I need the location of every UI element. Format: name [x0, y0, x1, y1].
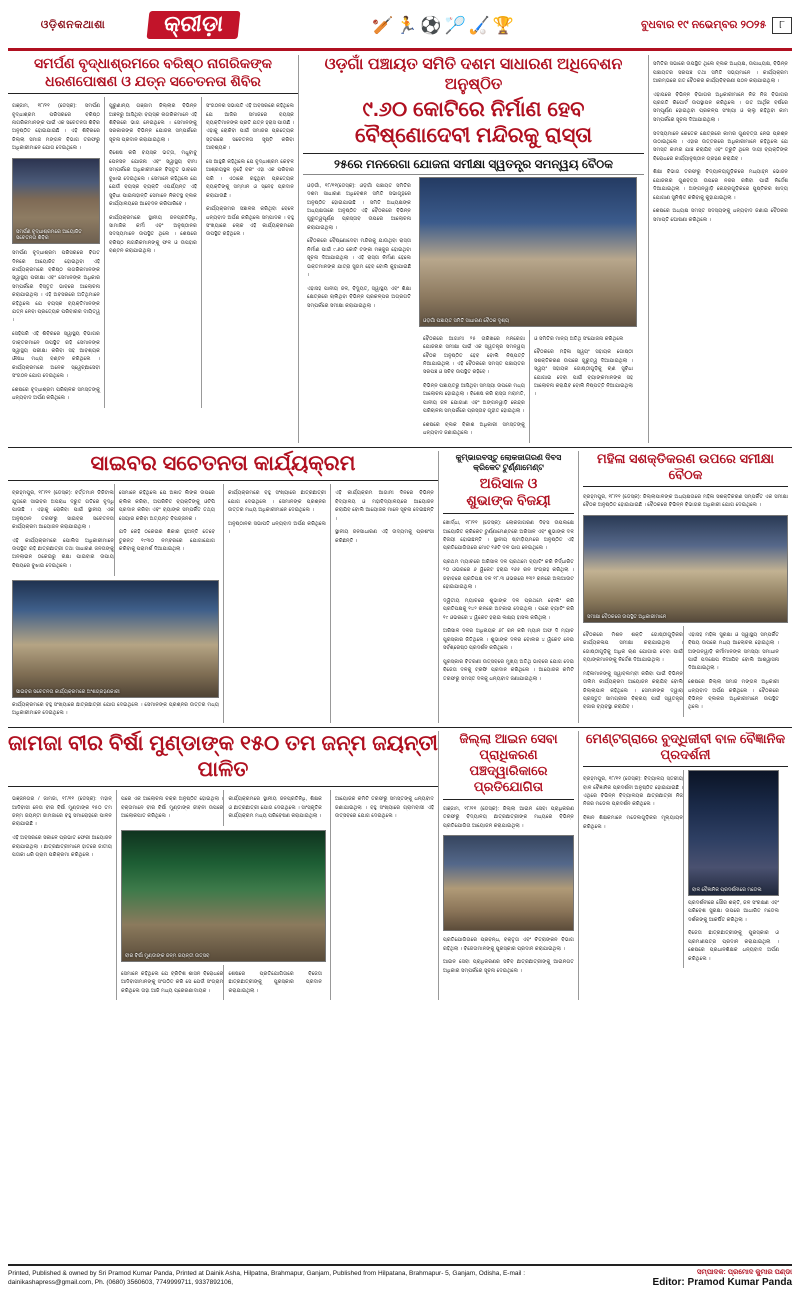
samarpana-col2-para-1: ପୁରୁଣାନ୍ୟ ଗଞ୍ଜାମ ଜିଲ୍ଲାର ବିଭିନ୍ନ ଅଞ୍ଚଳରୁ ଆସିଥିବା ବୟସ୍କ ନାଗରିକମାନେ ଏହି ଶିବିରରେ ଭାଗ ନେଇଥିଲେ । ସେମାନଙ୍କୁ ସରକାରଙ୍କ ବିଭିନ୍ନ ଯୋଜନା ସମ୍ପର୍କରେ ସୂଚନା ପ୍ରଦାନ କରାଯାଇଥିଲା ।: [109, 103, 197, 143]
lead-subhead: ୨୫ରେ ମନରେଗା ଯୋଜନା ସମୀକ୍ଷା ସ୍ୱତନ୍ତ୍ର ସମନ୍ୱୟ ବୈଠକ: [333, 156, 613, 171]
lead-right-block: [415, 177, 641, 443]
cyber-col1-para-1: ବ୍ରହ୍ମପୁର, ୧୮/୧୧ (ଡେସ୍କ): ବର୍ତ୍ତମାନ ଡିଜିଟାଲ ଯୁଗରେ ସାଇବର ଅପରାଧ ଦ୍ରୁତ ଗତିରେ ବୃଦ୍ଧି ପାଉଛି । ଏହାକୁ ରୋକିବା ପାଇଁ ସ୍ଥାନୀୟ ଏକ ଅନୁଷ୍ଠାନ ତରଫରୁ ସାଇବର ସଚେତନତା କାର୍ଯ୍ୟକ୍ରମ ଆୟୋଜନ କରାଯାଇଥିଲା ।: [12, 490, 114, 531]
running-icon: 🏃: [396, 15, 418, 35]
issue-date: ବୁଧବାର ୧୯ ନଭେମ୍ବର ୨୦୨୫: [640, 18, 767, 31]
lead-col1-para-1: ଓଡ଼ଗାଁ, ୧୮/୧୧(ଡେସ୍କ): ଓଡ଼ଗାଁ ପଞ୍ଚାୟତ ସମିତିର ଦଶମ ସାଧାରଣ ଅଧିବେଶନ ସମିତି ସଭାଗୃହରେ ଅନୁଷ୍ଠିତ ହୋଇଯାଇଛି । ସମିତି ଅଧ୍ୟକ୍ଷଙ୍କ ଅଧ୍ୟକ୍ଷତାରେ ଅନୁଷ୍ଠିତ ଏହି ବୈଠକରେ ବିଭିନ୍ନ ଗୁରୁତ୍ୱପୂର୍ଣ୍ଣ ପ୍ରସ୍ତାବ ଉପରେ ଆଲୋଚନା କରାଯାଇଥିଲା ।: [307, 182, 411, 231]
lead-col3-caption: ଓ ସମିତିର ମାନ୍ୟ ଅତିଥି ସଂଯୋଜନା କରିଥିଲେ: [534, 335, 624, 342]
samarpana-col-3: [201, 97, 298, 408]
jamaja-col2-para-1: ପରେ ଏକ ଆଲୋଚନା ଚକ୍ର ଅନୁଷ୍ଠିତ ହୋଇଥିଲା । ବକ୍ତାମାନେ ବୀର ବିର୍ଷା ମୁଣ୍ଡାଙ୍କ ଜୀବନୀ ଉପରେ ଆଲୋକପାତ କରିଥିଲେ ।: [121, 796, 224, 820]
jamaja-photo-caption: ବୀର ବିର୍ଷା ମୁଣ୍ଡାଙ୍କ ଜନ୍ମ ଜୟନ୍ତୀ ଉତ୍ସବ: [125, 952, 210, 959]
science-col2-para-2: ବିଜେତା ଛାତ୍ରଛାତ୍ରୀଙ୍କୁ ପୁରସ୍କାର ଓ ପ୍ରମାଣପତ୍ର ପ୍ରଦାନ କରାଯାଇଥିଲା । ଶେଷରେ ପ୍ରଧାନଶିକ୍ଷକ ଧନ୍ୟବାଦ ଅର୍ପଣ କରିଥିଲେ ।: [688, 930, 779, 962]
samarpana-col2-para-2: ବିଶେଷ କରି ବୟସ୍କ ଭତ୍ତା, ମଧୁବାବୁ ପେନସନ ଯୋଜନା ଏବଂ ସ୍ୱାସ୍ଥ୍ୟ ବୀମା ସମ୍ପର୍କରେ ଅଧିକାରୀମାନେ ବିସ୍ତୃତ ଭାବରେ ବୁଝାଇ ଦେଇଥିଲେ । ସେମାନେ କହିଥିଲେ ଯେ ଯେଉଁ ବୟସ୍କ ବ୍ୟକ୍ତି ଏପର୍ଯ୍ୟନ୍ତ ଏହି ସୁବିଧା ପାଇନାହାନ୍ତି ସେମାନେ ନିକଟସ୍ଥ ବ୍ଲକ କାର୍ଯ୍ୟାଳୟରେ ଆବେଦନ କରିପାରିବେ ।: [109, 150, 197, 208]
samarpana-para-2: ସେହିପରି ଏହି ଶିବିରରେ ସ୍ୱାସ୍ଥ୍ୟ ବିଭାଗର ଡାକ୍ତରମାନେ ଉପସ୍ଥିତ ରହି ସେମାନଙ୍କ ସ୍ୱାସ୍ଥ୍ୟ ପରୀକ୍ଷା କରିବା ସହ ଆବଶ୍ୟକ ଔଷଧ ମଧ୍ୟ ବଣ୍ଟନ କରିଥିଲେ । କାର୍ଯ୍ୟକ୍ରମରେ ଅନେକ ସ୍ୱେଚ୍ଛାସେବୀ ସଂଗଠନ ଯୋଗ ଦେଇଥିଲେ ।: [12, 331, 100, 380]
samarpana-headline-line1: ସମର୍ପଣ ବୃଦ୍ଧାଶ୍ରମରେ ବରିଷ୍ଠ ନାଗରିକଙ୍କ: [33, 55, 273, 71]
cyber-left-block: [8, 484, 223, 722]
top-right-column: [648, 55, 792, 443]
jamaja-col1-para-2: ଏହି ଅବସରରେ ସକାଳେ ପ୍ରଭାତ ଫେରୀ ଆୟୋଜନ କରାଯାଇଥିଲା । ଛାତ୍ରଛାତ୍ରୀମାନେ ହାତରେ ଜାତୀୟ ପତାକା ଧରି ଗ୍ରାମ ପରିକ୍ରମା କରିଥିଲେ ।: [12, 835, 112, 858]
masthead-center: [138, 11, 641, 39]
badminton-icon: 🏸: [444, 15, 466, 35]
bottom-section: [8, 731, 792, 1001]
jamaja-col-1: [8, 790, 116, 1000]
cyber-col3-para-2: ଅନୁଷ୍ଠାନର ସଭାପତି ଧନ୍ୟବାଦ ଅର୍ପଣ କରିଥିଲେ ।: [228, 520, 326, 536]
science-col1-para-1: ବ୍ରହ୍ମପୁର, ୧୮/୧୧ (ଡେସ୍କ): ବିଦ୍ୟାଳୟ ସ୍ତରୀୟ ବାଳ ବୈଜ୍ଞାନିକ ପ୍ରଦର୍ଶନୀ ଅନୁଷ୍ଠିତ ହୋଇଯାଇଛି । ଏଥିରେ ବିଭିନ୍ନ ବିଦ୍ୟାଳୟର ଛାତ୍ରଛାତ୍ରୀ ନିଜ ନିଜର ମଡେଲ ପ୍ରଦର୍ଶନ କରିଥିଲେ ।: [583, 776, 683, 808]
page-number: ୮: [772, 17, 792, 34]
lead-col2-para-3: ଶେଷରେ ବ୍ଲକ ବିକାଶ ଅଧିକାରୀ ସମସ୍ତଙ୍କୁ ଧନ୍ୟବାଦ ଜଣାଇଥିଲେ ।: [423, 421, 525, 437]
science-col-1: [583, 770, 683, 968]
top-section: [8, 55, 792, 443]
science-col-2: [683, 770, 783, 968]
cyber-col2-para-1: ସେମାନେ କହିଥିଲେ ଯେ ଅଜ୍ଞାତ ଲିଙ୍କ ଉପରେ କ୍ଲିକ କରିବା, ଅପରିଚିତ ବ୍ୟକ୍ତିଙ୍କୁ ଓଟିପି ପ୍ରଦାନ କରିବା ଏବଂ ବ୍ୟାଙ୍କ ସମ୍ପର୍କିତ ତଥ୍ୟ ସେୟାର କରିବା ଅତ୍ୟନ୍ତ ବିପଜ୍ଜନକ ।: [118, 490, 215, 522]
fisheries-photo: [443, 835, 574, 931]
cricket-icon: 🏏: [372, 15, 394, 35]
lead-photo-caption: ଓଡ଼ଗାଁ ପଞ୍ଚାୟତ ସମିତି ସାଧାରଣ ବୈଠକ ଦୃଶ୍ୟ: [423, 317, 509, 324]
lead-col2-para-2: ବିଭିନ୍ନ ପଞ୍ଚାୟତରୁ ଆସିଥିବା ସମସ୍ୟା ଉପରେ ମଧ୍ୟ ଆଲୋଚନା ହୋଇଥିଲା । ବିଶେଷ କରି ରାସ୍ତା ମରାମତି, ପାନୀୟ ଜଳ ଯୋଗାଣ ଏବଂ ଅଙ୍ଗନୱାଡ଼ି କେନ୍ଦ୍ର ପରିଚାଳନା ସମ୍ପର୍କରେ ପ୍ରସ୍ତାବ ଗୃହୀତ ହୋଇଥିଲା ।: [423, 382, 525, 415]
masthead-left-text: ଓଡ଼ିଶନକଥାଶା: [40, 18, 106, 31]
right-col-para-5: ଶେଷରେ ଅଧ୍ୟକ୍ଷ ସମସ୍ତ ସଦସ୍ୟଙ୍କୁ ଧନ୍ୟବାଦ ଜଣାଇ ବୈଠକର ସମାପ୍ତି ଘୋଷଣା କରିଥିଲେ ।: [653, 208, 788, 223]
cricket-headline-line1: ଅରିସାଳ ଓ: [479, 474, 538, 491]
jamaja-col2-para-2: ସେମାନେ କହିଥିଲେ ଯେ ବ୍ରିଟିଶ ଶାସନ ବିରୋଧରେ ଆଦିବାସୀମାନଙ୍କୁ ସଂଗଠିତ କରି ସେ ଯେଉଁ ସଂଗ୍ରାମ କରିଥିଲେ ତାହା ଆଜି ମଧ୍ୟ ପ୍ରେରଣାଦାୟକ ।: [121, 970, 224, 994]
science-headline: ମେଣ୍ଟଗ୍ରାରେ ବୁଦ୍ଧିଜୀବୀ ବାଳ ବୈଜ୍ଞାନିକ ପ୍ରଦର୍ଶନୀ: [585, 730, 786, 762]
samarpana-para-1: ସମର୍ପଣ ବୃଦ୍ଧାଶ୍ରମ ପରିସରରେ ବିଗତ ଦିନରେ ଆୟୋଜିତ ହୋଇଥିବା ଏହି କାର୍ଯ୍ୟକ୍ରମରେ ବରିଷ୍ଠ ନାଗରିକମାନଙ୍କ ସ୍ୱାସ୍ଥ୍ୟ ପରୀକ୍ଷା ଏବଂ ସେମାନଙ୍କ ଅଧିକାର ସମ୍ପର୍କରେ ବିସ୍ତୃତ ଭାବରେ ଆଲୋଚନା କରାଯାଇଥିଲା । ଏହି ଅବସରରେ ଅତିଥିମାନେ କହିଥିଲେ ଯେ ବୟସ୍କ ବ୍ୟକ୍ତିମାନଙ୍କ ଯତ୍ନ ନେବା ପ୍ରତ୍ୟେକ ପରିବାରର ଦାୟିତ୍ୱ ।: [12, 250, 100, 324]
jamaja-photo: [121, 830, 326, 962]
jamaja-col1-para-1: ଭଞ୍ଜନଗର / ଜାମଜା, ୧୮/୧୧ (ଡେସ୍କ): ମହାନ୍ ଆଦିବାସୀ ନେତା ବୀର ବିର୍ଷା ମୁଣ୍ଡାଙ୍କ ୧୫୦ ତମ ଜନ୍ମ ଜୟନ୍ତୀ ଜାମଜାରେ ବହୁ ସମାରୋହରେ ପାଳନ କରାଯାଇଛି ।: [12, 796, 112, 828]
masthead-right: [641, 17, 792, 34]
science-photo: [688, 770, 779, 896]
fisheries-headline-line2: ପଞ୍ଚଦ୍ୱାରିକାରେ ପ୍ରତିଯୋଗିତା: [469, 763, 548, 795]
right-col-para-2: ଏହାପରେ ବିଭିନ୍ନ ବିଭାଗର ଅଧିକାରୀମାନେ ନିଜ ନିଜ ବିଭାଗର ପ୍ରଗତି ରିପୋର୍ଟ ଉପସ୍ଥାପନ କରିଥିଲେ । ଗତ ଆର୍ଥିକ ବର୍ଷରେ ସମ୍ପୂର୍ଣ୍ଣ ହୋଇଥିବା ପ୍ରକଳ୍ପ ସଂଖ୍ୟା ଓ ଚାଲୁ ରହିଥିବା କାମ ସମ୍ପର୍କରେ ସୂଚନା ଦିଆଯାଇଥିଲା ।: [653, 91, 788, 123]
lead-col-1: [303, 177, 415, 443]
publication-logo: କ୍ରୀଡ଼ା: [147, 11, 241, 39]
story-legal-services: [438, 731, 578, 1001]
samarpana-col3-para-2: ସେ ଆହୁରି କହିଥିଲେ ଯେ ବୃଦ୍ଧାଶ୍ରମ କେବଳ ଆଶ୍ରୟସ୍ଥଳ ନୁହେଁ ବରଂ ଏହା ଏକ ପରିବାର ପରି । ଏଠାରେ ରହୁଥିବା ପ୍ରତ୍ୟେକ ବ୍ୟକ୍ତିଙ୍କୁ ସମ୍ମାନ ଓ ସ୍ନେହ ପ୍ରଦାନ କରାଯାଉଛି ।: [206, 158, 294, 199]
cyber-col-1: [12, 484, 114, 575]
right-col-para-4: ଶିକ୍ଷା ବିଭାଗ ତରଫରୁ ବିଦ୍ୟାଳୟଗୁଡ଼ିକରେ ମଧ୍ୟାହ୍ନ ଭୋଜନ ଯୋଜନାର ଗୁଣବତ୍ତା ଉପରେ ନଜର ରଖିବା ପାଇଁ ନିର୍ଦ୍ଦେଶ ଦିଆଯାଇଥିଲା । ଅଙ୍ଗନୱାଡ଼ି କେନ୍ଦ୍ରଗୁଡ଼ିକରେ ପୁଷ୍ଟିକର ଖାଦ୍ୟ ଯୋଗାଣ ସୁନିଶ୍ଚିତ କରିବାକୁ କୁହାଯାଇଥିଲା ।: [653, 169, 788, 201]
samarpana-col3-para-3: କାର୍ଯ୍ୟକ୍ରମର ସଞ୍ଚାଳନା କରିଥିବା ବେଳେ ଧନ୍ୟବାଦ ଅର୍ପଣ କରିଥିଲେ ସମ୍ପାଦକ । ବହୁ ସଂଖ୍ୟାରେ ଲୋକ ଏହି କାର୍ଯ୍ୟକ୍ରମରେ ଉପସ୍ଥିତ ରହିଥିଲେ ।: [206, 206, 294, 238]
story-cyber: [8, 451, 438, 723]
jamaja-center-block: [116, 790, 330, 1000]
story-jamaja: [8, 731, 438, 1001]
jamaja-col3-para-1: କାର୍ଯ୍ୟକ୍ରମରେ ସ୍ଥାନୀୟ ଜନପ୍ରତିନିଧି, ଶିକ୍ଷକ ଓ ଛାତ୍ରଛାତ୍ରୀ ଯୋଗ ଦେଇଥିଲେ । ସାଂସ୍କୃତିକ କାର୍ଯ୍ୟକ୍ରମ ମଧ୍ୟ ପରିବେଷଣ କରାଯାଇଥିଲା ।: [228, 796, 322, 820]
hockey-icon: 🏑: [468, 15, 490, 35]
story-samarpana: [8, 55, 298, 443]
samarpana-col-2: [104, 97, 201, 408]
lead-col1-para-3: ଏହାସହ ପାନୀୟ ଜଳ, ବିଦ୍ୟୁତ୍, ସ୍ୱାସ୍ଥ୍ୟ ଏବଂ ଶିକ୍ଷା କ୍ଷେତ୍ରରେ ଚାଲିଥିବା ବିଭିନ୍ନ ପ୍ରକଳ୍ପର ଅଗ୍ରଗତି ସମ୍ପର୍କରେ ସମୀକ୍ଷା କରାଯାଇଥିଲା ।: [307, 285, 411, 309]
football-icon: ⚽: [420, 15, 442, 35]
cricket-kicker: କୁମ୍ଭାରବସ୍ତୁ ଲୋକଜାଗରଣ ଦିବସ କ୍ରିକେଟ ଟୁର୍ଣ୍ଣାମେଣ୍ଟ: [455, 452, 562, 472]
imprint-text: Printed, Published & owned by Sri Pramod Kumar Panda, Printed at Dainik Asha, Hilpatna, Brahmapur, Ganjam, Published from Hilpatana, Brahmapur- 5, Ganjam, Odisha, E-mail : dainikashapress@gmail.com, Ph. (0680) 3560603, 7749999711, 9337892106,: [8, 1269, 526, 1287]
fisheries-para-3: ଆଇନ ସେବା ପ୍ରାଧିକରଣର ସଚିବ ଛାତ୍ରଛାତ୍ରୀଙ୍କୁ ଆଇନଗତ ଅଧିକାର ସମ୍ପର୍କରେ ସୂଚନା ଦେଇଥିଲେ ।: [443, 959, 574, 974]
lead-headline: ୯.୬୦ କୋଟିରେ ନିର୍ମାଣ ହେବ ବୈଷ୍ଣୋଦେବୀ ମନ୍ଦିରକୁ ରାସ୍ତା: [354, 98, 593, 148]
women-headline: ମହିଳା ସଶକ୍ତିକରଣ ଉପରେ ସମୀକ୍ଷା ବୈଠକ: [597, 450, 774, 483]
cyber-photo: [12, 580, 219, 698]
story-women: [578, 451, 792, 723]
cyber-col1-after-photo: କାର୍ଯ୍ୟକ୍ରମରେ ବହୁ ସଂଖ୍ୟାରେ ଛାତ୍ରଛାତ୍ରୀ ଯୋଗ ଦେଇଥିଲେ । ସେମାନଙ୍କ ପ୍ରଶ୍ନର ଉତ୍ତର ମଧ୍ୟ ଅଧିକାରୀମାନେ ଦେଇଥିଲେ ।: [12, 701, 219, 716]
samarpana-lead: ଗଞ୍ଜାମ, ୧୮/୧୧ (ଡେସ୍କ): ସମର୍ପଣ ବୃଦ୍ଧାଶ୍ରମ ପରିସରରେ ବରିଷ୍ଠ ନାଗରିକମାନଙ୍କ ପାଇଁ ଏକ ସଚେତନତା ଶିବିର ଅନୁଷ୍ଠିତ ହୋଇଯାଇଛି । ଏହି ଶିବିରରେ ଜିଲ୍ଲା ସମାଜ ମଙ୍ଗଳ ବିଭାଗ ତରଫରୁ ଅଧିକାରୀମାନେ ଯୋଗ ଦେଇଥିଲେ ।: [12, 103, 100, 152]
samarpana-col-1: [8, 97, 104, 408]
footer: [8, 1264, 792, 1289]
jamaja-col3-para-2: ଶେଷରେ ପ୍ରତିଯୋଗିତାରେ ବିଜେତା ଛାତ୍ରଛାତ୍ରୀଙ୍କୁ ପୁରସ୍କାର ପ୍ରଦାନ କରାଯାଇଥିଲା ।: [228, 970, 322, 994]
fisheries-para-2: ପ୍ରତିଯୋଗିତାରେ ପ୍ରବନ୍ଧ, ବକ୍ତୃତା ଏବଂ ଚିତ୍ରାଙ୍କନ ବିଭାଗ ରହିଥିଲା । ବିଜେତାମାନଙ୍କୁ ପୁରସ୍କାର ପ୍ରଦାନ କରାଯାଇଥିଲା ।: [443, 937, 574, 952]
jamaja-col4-para-1: ଆୟୋଜକ କମିଟି ତରଫରୁ ସମସ୍ତଙ୍କୁ ଧନ୍ୟବାଦ ଜଣାଯାଇଥିଲା । ବହୁ ସଂଖ୍ୟାରେ ଗ୍ରାମବାସୀ ଏହି ଉତ୍ସବରେ ଯୋଗ ଦେଇଥିଲେ ।: [335, 796, 434, 820]
samarpana-photo-caption: ସମର୍ପଣ ବୃଦ୍ଧାଶ୍ରମରେ ଆୟୋଜିତ ସଚେତନତା ଶିବିର: [16, 228, 82, 241]
editor-block: [653, 1269, 792, 1288]
lead-col3-para-1: ବୈଠକରେ ମହିଳା ସ୍ୱୟଂ ସହାୟକ ଗୋଷ୍ଠୀ ସଶକ୍ତିକରଣ ଉପରେ ଗୁରୁତ୍ୱ ଦିଆଯାଇଥିଲା । ସ୍ୱୟଂ ସହାୟକ ଗୋଷ୍ଠୀଗୁଡ଼ିକୁ ଋଣ ସୁବିଧା ଯୋଗାଇ ଦେବା ପାଇଁ ବ୍ୟାଙ୍କମାନଙ୍କ ସହ ଆଲୋଚନା କରାଯିବ ବୋଲି ନିଷ୍ପତ୍ତି ନିଆଯାଇଥିଲା ।: [534, 349, 633, 398]
editor-label-odia: ସମ୍ପାଦକ: ପ୍ରମୋଦ କୁମାର ପଣ୍ଡା: [696, 1268, 792, 1276]
sport-icon-strip: [245, 17, 641, 34]
cricket-para-5: ପୁରସ୍କାର ବିତରଣୀ ଉତ୍ସବରେ ମୁଖ୍ୟ ଅତିଥି ଭାବରେ ଯୋଗ ଦେଇ ବିଜେତା ଦଳକୁ ଟ୍ରଫି ପ୍ରଦାନ କରିଥିଲେ । ଆୟୋଜକ କମିଟି ତରଫରୁ ସମସ୍ତ ଦଳକୁ ଧନ୍ୟବାଦ ଜଣାଯାଇଥିଲା ।: [443, 658, 574, 682]
right-col-para-1: ସମିତିର ସଭାରେ ଉପସ୍ଥିତ ଥିଲେ ବ୍ଲକ ଅଧ୍ୟକ୍ଷ, ଉପାଧ୍ୟକ୍ଷ, ବିଭିନ୍ନ ପଞ୍ଚାୟତର ସରପଞ୍ଚ ତଥା ସମିତି ସଭ୍ୟମାନେ । କାର୍ଯ୍ୟକ୍ରମ ଆରମ୍ଭରେ ଗତ ବୈଠକର କାର୍ଯ୍ୟବିବରଣୀ ପଠନ କରାଯାଇଥିଲା ।: [653, 61, 788, 85]
story-cricket: [438, 451, 578, 723]
women-para-4: ଶେଷରେ ଜିଲ୍ଲା ସମାଜ ମଙ୍ଗଳ ଅଧିକାରୀ ଧନ୍ୟବାଦ ଅର୍ପଣ କରିଥିଲେ । ବୈଠକରେ ବିଭିନ୍ନ ବ୍ଲକର ଅଧିକାରୀମାନେ ଉପସ୍ଥିତ ଥିଲେ ।: [688, 679, 779, 711]
women-para-1: ବୈଠକରେ ମିଶନ ଶକ୍ତି ଗୋଷ୍ଠୀଗୁଡ଼ିକର କାର୍ଯ୍ୟକଳାପ ସମୀକ୍ଷା କରାଯାଇଥିଲା । ଗୋଷ୍ଠୀଗୁଡ଼ିକୁ ଅଧିକ ଋଣ ଯୋଗାଇ ଦେବା ପାଇଁ ବ୍ୟାଙ୍କମାନଙ୍କୁ ନିର୍ଦ୍ଦେଶ ଦିଆଯାଇଥିଲା ।: [583, 631, 683, 664]
cyber-headline: ସାଇବର ସଚେତନତା କାର୍ଯ୍ୟକ୍ରମ: [90, 451, 356, 475]
cyber-col1-para-2: ଏହି କାର୍ଯ୍ୟକ୍ରମରେ ପୋଲିସ ଅଧିକାରୀମାନେ ଉପସ୍ଥିତ ରହି ଛାତ୍ରଛାତ୍ରୀ ତଥା ସାଧାରଣ ଜନତାଙ୍କୁ ଅନଲାଇନ ଠକେଇରୁ ରକ୍ଷା ପାଇବାର ଉପାୟ ବିଷୟରେ ବୁଝାଇ ଦେଇଥିଲେ ।: [12, 537, 114, 569]
jamaja-col-3b: [223, 965, 326, 1001]
cyber-col4-para-2: ସ୍ଥାନୀୟ ଜନସାଧାରଣ ଏହି ଉଦ୍ୟମକୁ ପ୍ରଶଂସା କରିଛନ୍ତି ।: [335, 529, 434, 544]
jamaja-headline: ଜାମଜା ବୀର ବିର୍ଷା ମୁଣ୍ଡାଙ୍କ ୧୫୦ ତମ ଜନ୍ମ ଜୟନ୍ତୀ ପାଳିତ: [8, 731, 438, 781]
jamaja-col-2: [121, 790, 223, 826]
lead-col1-para-2: ବୈଠକରେ ବୈଷ୍ଣୋଦେବୀ ମନ୍ଦିରକୁ ଯାଉଥିବା ରାସ୍ତା ନିର୍ମାଣ ପାଇଁ ୯.୬୦ କୋଟି ଟଙ୍କା ମଞ୍ଜୁର ହୋଇଥିବା ସୂଚନା ଦିଆଯାଇଥିଲା । ଏହି ରାସ୍ତା ନିର୍ମାଣ ହେଲେ ଭକ୍ତମାନଙ୍କ ଯାତ୍ରା ସୁଗମ ହେବ ବୋଲି କୁହାଯାଇଛି ।: [307, 238, 411, 279]
women-lead: ବ୍ରହ୍ମପୁର, ୧୮/୧୧ (ଡେସ୍କ): ଜିଲ୍ଲାପାଳଙ୍କ ଅଧ୍ୟକ୍ଷତାରେ ମହିଳା ସଶକ୍ତିକରଣ ସମ୍ପର୍କିତ ଏକ ସମୀକ୍ଷା ବୈଠକ ଅନୁଷ୍ଠିତ ହୋଇଯାଇଛି । ବୈଠକରେ ବିଭିନ୍ନ ବିଭାଗର ଅଧିକାରୀ ଯୋଗ ଦେଇଥିଲେ ।: [583, 493, 788, 508]
cyber-col-2: [114, 484, 219, 575]
science-col2-para-1: ପ୍ରଦର୍ଶନୀରେ ସୌର ଶକ୍ତି, ଜଳ ସଂରକ୍ଷଣ ଏବଂ ପରିବେଶ ସୁରକ୍ଷା ଉପରେ ଆଧାରିତ ମଡେଲ ଦର୍ଶକଙ୍କୁ ଆକର୍ଷିତ କରିଥିଲା ।: [688, 900, 779, 923]
lead-col-2: [419, 330, 529, 443]
science-col1-para-2: ବିଜ୍ଞାନ ଶିକ୍ଷକମାନେ ମଡେଲଗୁଡ଼ିକର ମୂଲ୍ୟାୟନ କରିଥିଲେ ।: [583, 815, 683, 830]
women-photo-caption: ସମୀକ୍ଷା ବୈଠକରେ ଉପସ୍ଥିତ ଅଧିକାରୀମାନେ: [587, 613, 667, 620]
cyber-col3-para-1: କାର୍ଯ୍ୟକ୍ରମରେ ବହୁ ସଂଖ୍ୟାରେ ଛାତ୍ରଛାତ୍ରୀ ଯୋଗ ଦେଇଥିଲେ । ସେମାନଙ୍କ ପ୍ରଶ୍ନର ଉତ୍ତର ମଧ୍ୟ ଅଧିକାରୀମାନେ ଦେଇଥିଲେ ।: [228, 490, 326, 514]
cyber-photo-caption: ସାଇବର ସଚେତନତା କାର୍ଯ୍ୟକ୍ରମରେ ଅଂଶଗ୍ରହଣକାରୀ: [16, 688, 120, 695]
lead-photo: [419, 177, 637, 327]
lead-story: [298, 55, 648, 443]
cricket-para-2: ପ୍ରଥମ ମ୍ୟାଚରେ ଅରିସାଳ ଦଳ ପ୍ରଥମେ ବ୍ୟାଟିଂ କରି ନିର୍ଦ୍ଧାରିତ ୨୦ ଓଭରରେ ୬ ୱିକେଟ ହରାଇ ୧୬୫ ରନ ସଂଗ୍ରହ କରିଥିଲା । ଜବାବରେ ପ୍ରତିପକ୍ଷ ଦଳ ୧୮.୩ ଓଭରରେ ୧୩୨ ରନରେ ଅଲଆଉଟ ହୋଇଯାଇଥିଲା ।: [443, 558, 574, 591]
women-para-2: ମହିଳାମାନଙ୍କୁ ସ୍ୱାବଲମ୍ବୀ କରିବା ପାଇଁ ବିଭିନ୍ନ ତାଲିମ କାର୍ଯ୍ୟକ୍ରମ ଆୟୋଜନ କରାଯିବ ବୋଲି ଜିଲ୍ଲାପାଳ କହିଥିଲେ । ସେମାନଙ୍କ ଦ୍ୱାରା ପ୍ରସ୍ତୁତ ସାମଗ୍ରୀର ବିକ୍ରୟ ପାଇଁ ସ୍ୱତନ୍ତ୍ର ବଜାର ବ୍ୟବସ୍ଥା କରାଯିବ ।: [583, 670, 683, 711]
editor-label-english: Editor: Pramod Kumar Panda: [652, 1276, 792, 1288]
samarpana-col2-para-3: କାର୍ଯ୍ୟକ୍ରମରେ ସ୍ଥାନୀୟ ଜନପ୍ରତିନିଧି, ସାମାଜିକ କର୍ମୀ ଏବଂ ଅନୁଷ୍ଠାନର ସଦସ୍ୟମାନେ ଉପସ୍ଥିତ ଥିଲେ । ଶେଷରେ ବରିଷ୍ଠ ନାଗରିକମାନଙ୍କୁ ଫଳ ଓ ଉପହାର ବଣ୍ଟନ କରାଯାଇଥିଲା ।: [109, 214, 197, 255]
cyber-col2-para-2: ଯଦି କେହି ଠକେଇର ଶିକାର ହୁଅନ୍ତି ତେବେ ତୁରନ୍ତ ୧୯୩୦ ନମ୍ବରରେ ଯୋଗାଯୋଗ କରିବାକୁ ପରାମର୍ଶ ଦିଆଯାଇଥିଲା ।: [118, 529, 215, 553]
fisheries-headline-line1: ଜିଲ୍ଲା ଆଇନ ସେବା ପ୍ରାଧିକରଣ: [459, 730, 558, 762]
story-science: [578, 731, 792, 1001]
samarpana-photo: [12, 158, 100, 244]
cricket-para-3: ଦ୍ୱିତୀୟ ମ୍ୟାଚରେ ଶୁଭାଙ୍କ ଦଳ ପ୍ରଥମେ ବୋଲିଂ କରି ପ୍ରତିପକ୍ଷକୁ ୧୪୨ ରନରେ ଅଟକାଇ ଦେଇଥିଲା । ପରେ ବ୍ୟାଟିଂ କରି ୧୯ ଓଭରରେ ୪ ୱିକେଟ ହରାଇ ଲକ୍ଷ୍ୟ ହାସଲ କରିଥିଲା ।: [443, 597, 574, 621]
cricket-para-4: ଅରିସାଳ ଦଳର ଅଧିନାୟକ ୬୮ ରନ କରି ମ୍ୟାନ ଅଫ ଦି ମ୍ୟାଚ ପୁରସ୍କାର ଜିତିଥିଲେ । ଶୁଭାଙ୍କ ଦଳର ବୋଲର ୪ ୱିକେଟ ନେଇ ସର୍ବଶ୍ରେଷ୍ଠ ପ୍ରଦର୍ଶନ କରିଥିଲେ ।: [443, 628, 574, 652]
middle-section: [8, 451, 792, 723]
women-photo: [583, 515, 788, 623]
lead-kicker: ଓଡ଼ଗାଁ ପଞ୍ଚାୟତ ସମିତି ଦଶମ ସାଧାରଣ ଅଧିବେଶନ ଅନୁଷ୍ଠିତ: [324, 56, 623, 93]
jamaja-col-2b: [121, 965, 223, 1001]
samarpana-col3-para-1: ସଂଗଠନର ସଭାପତି ଏହି ଅବସରରେ କହିଥିଲେ ଯେ ଆଜିର ସମାଜରେ ବୟସ୍କ ବ୍ୟକ୍ତିମାନଙ୍କ ପ୍ରତି ଯତ୍ନ ହ୍ରାସ ପାଉଛି । ଏହାକୁ ରୋକିବା ପାଇଁ ସମାଜର ପ୍ରତ୍ୟେକ ସ୍ତରରେ ସଚେତନତା ସୃଷ୍ଟି କରିବା ଆବଶ୍ୟକ ।: [206, 103, 294, 152]
cyber-col-4: [330, 484, 438, 722]
fisheries-para-1: ଗଞ୍ଜାମ, ୧୮/୧୧ (ଡେସ୍କ): ଜିଲ୍ଲା ଆଇନ ସେବା ପ୍ରାଧିକରଣ ତରଫରୁ ବିଦ୍ୟାଳୟ ଛାତ୍ରଛାତ୍ରୀଙ୍କ ମଧ୍ୟରେ ବିଭିନ୍ନ ପ୍ରତିଯୋଗିତା ଆୟୋଜନ କରାଯାଇଥିଲା ।: [443, 805, 574, 829]
cyber-col4-para-1: ଏହି କାର୍ଯ୍ୟକ୍ରମ ଆଗାମୀ ଦିନରେ ବିଭିନ୍ନ ବିଦ୍ୟାଳୟ ଓ ମହାବିଦ୍ୟାଳୟରେ ଆୟୋଜନ କରାଯିବ ବୋଲି ଆୟୋଜକ ମାନେ ସୂଚନା ଦେଇଛନ୍ତି ।: [335, 490, 434, 522]
right-col-para-3: ସଦସ୍ୟମାନେ କେତେକ କ୍ଷେତ୍ରରେ କାମର ଗୁଣବତ୍ତା ନେଇ ପ୍ରଶ୍ନ ଉଠାଇଥିଲେ । ଏହାର ଉତ୍ତରରେ ଅଧିକାରୀମାନେ କହିଥିଲେ ଯେ ସମସ୍ତ କାମର ଯାଞ୍ଚ କରାଯିବ ଏବଂ ତ୍ରୁଟି ଥିଲେ ଦାୟୀ ବ୍ୟକ୍ତିଙ୍କ ବିରୋଧରେ କାର୍ଯ୍ୟାନୁଷ୍ଠାନ ଗ୍ରହଣ କରାଯିବ ।: [653, 130, 788, 162]
lead-col-3: [529, 330, 637, 443]
cricket-headline-line2: ଶୁଭାଙ୍କ ବିଜୟୀ: [466, 492, 551, 509]
cyber-col-3: [223, 484, 330, 722]
masthead: [8, 4, 792, 51]
women-col-1: [583, 626, 683, 717]
trophy-icon: 🏆: [492, 15, 515, 35]
samarpana-para-3: ଶେଷରେ ବୃଦ୍ଧାଶ୍ରମ ପରିଚାଳକ ସମସ୍ତଙ୍କୁ ଧନ୍ୟବାଦ ଅର୍ପଣ କରିଥିଲେ ।: [12, 386, 100, 402]
women-para-3: ଏହାସହ ମହିଳା ସୁରକ୍ଷା ଓ ସ୍ୱାସ୍ଥ୍ୟ ସମ୍ପର୍କିତ ବିଷୟ ଉପରେ ମଧ୍ୟ ଆଲୋଚନା ହୋଇଥିଲା । ଅଙ୍ଗନୱାଡ଼ି କର୍ମୀମାନଙ୍କ ସମସ୍ୟା ସମାଧାନ ପାଇଁ ପଦକ୍ଷେପ ନିଆଯିବ ବୋଲି ଆଶ୍ୱାସନା ଦିଆଯାଇଥିଲା ।: [688, 631, 779, 672]
jamaja-col-3: [223, 790, 326, 826]
jamaja-col-4: [330, 790, 438, 1000]
women-col-2: [683, 626, 783, 717]
samarpana-headline-line2: ଧରଣପୋଷଣ ଓ ଯତ୍ନ ସଚେତନତା ଶିବିର: [45, 72, 261, 89]
science-photo-caption: ବାଳ ବୈଜ୍ଞାନିକ ପ୍ରଦର୍ଶନୀରେ ମଡେଲ: [692, 887, 762, 894]
lead-col2-para-1: ବୈଠକରେ ଆଗାମୀ ୨୫ ତାରିଖରେ ମନରେଗା ଯୋଜନାର ସମୀକ୍ଷା ପାଇଁ ଏକ ସ୍ୱତନ୍ତ୍ର ସମନ୍ୱୟ ବୈଠକ ଅନୁଷ୍ଠିତ ହେବ ବୋଲି ନିଷ୍ପତ୍ତି ନିଆଯାଇଥିଲା । ଏହି ବୈଠକରେ ସମସ୍ତ ପଞ୍ଚାୟତର ସରପଞ୍ଚ ଓ ସଚିବ ଉପସ୍ଥିତ ରହିବେ ।: [423, 335, 525, 376]
cricket-para-1: ଖୋର୍ଦ୍ଧା, ୧୮/୧୧ (ଡେସ୍କ): ଲୋକଜାଗରଣ ଦିବସ ଉପଲକ୍ଷେ ଆୟୋଜିତ କ୍ରିକେଟ ଟୁର୍ଣ୍ଣାମେଣ୍ଟରେ ଅରିସାଳ ଏବଂ ଶୁଭାଙ୍କ ଦଳ ବିଜୟୀ ହୋଇଛନ୍ତି । ସ୍ଥାନୀୟ ଷ୍ଟାଡ଼ିୟମରେ ଅନୁଷ୍ଠିତ ଏହି ପ୍ରତିଯୋଗିତାରେ ମୋଟ ୧୬ଟି ଦଳ ଭାଗ ନେଇଥିଲେ ।: [443, 520, 574, 552]
